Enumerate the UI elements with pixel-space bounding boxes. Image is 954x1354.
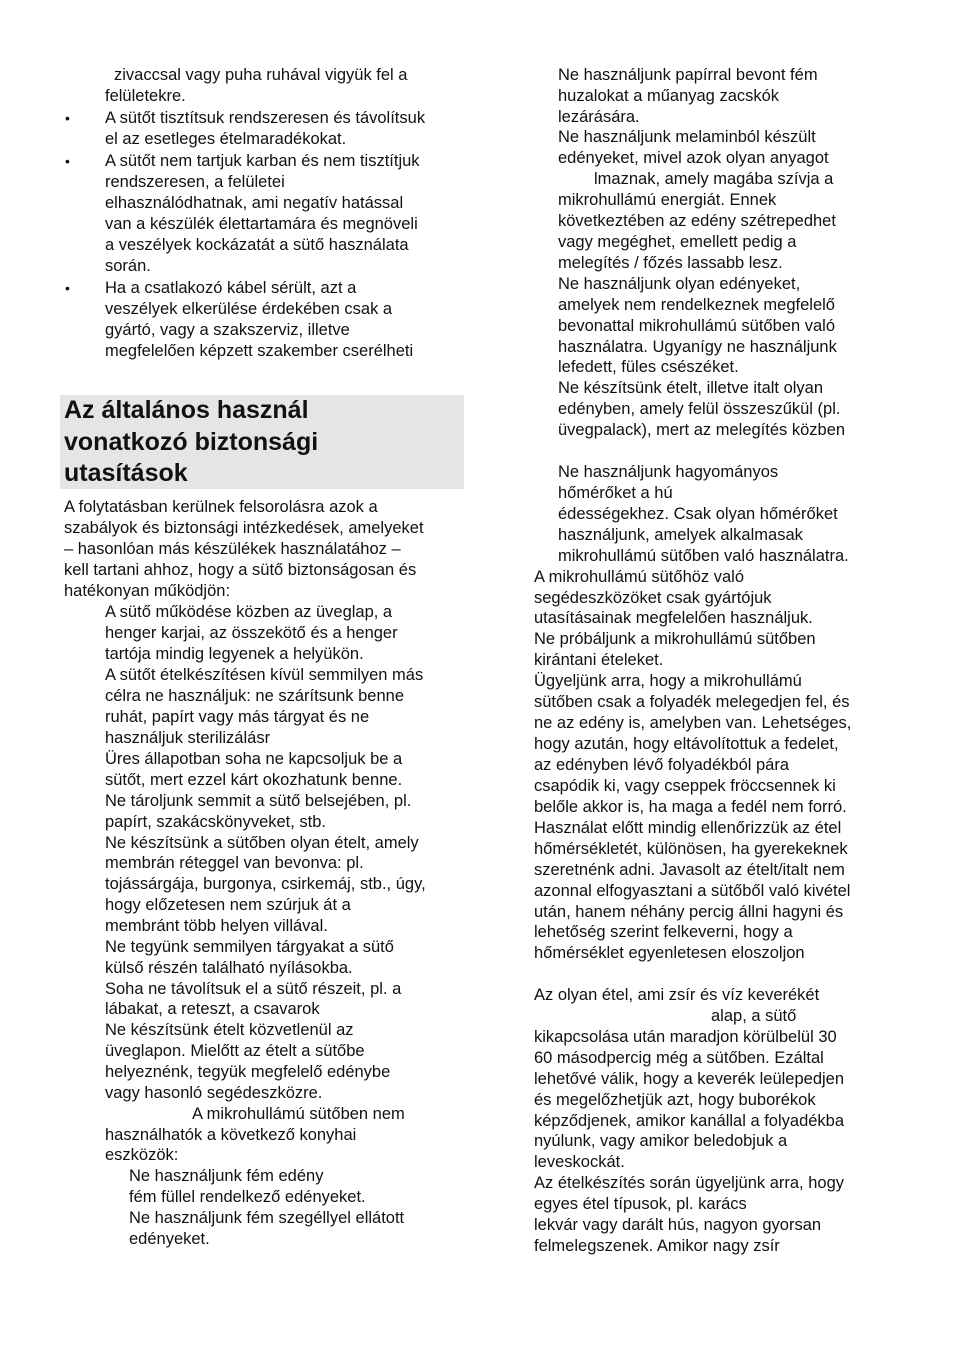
bullet-line: A sütőt nem tartjuk karban és nem tisztítjuk xyxy=(105,152,420,170)
paragraph-line: Az olyan étel, ami zsír és víz keverékét xyxy=(534,986,820,1004)
paragraph-line: Ne próbáljunk a mikrohullámú sütőben xyxy=(534,630,816,648)
rule-line: huzalokat a műanyag zacskók xyxy=(558,87,780,105)
paragraph-line: hogy azután, hogy eltávolítottuk a fedelet, xyxy=(534,735,839,753)
paragraph-line: utasításainak megfelelően használjuk. xyxy=(534,609,813,627)
rule-line: Ne használjunk papírral bevont fém xyxy=(558,66,818,84)
rule-line: Ne készítsünk ételt, illetve italt olyan xyxy=(558,379,824,397)
rule-line: helyeznénk, tegyük megfelelő edénybe xyxy=(105,1063,391,1081)
rule-line: használjuk sterilizálásr xyxy=(105,729,271,747)
paragraph-line: kikapcsolása után maradjon körülbelül 30 xyxy=(534,1028,837,1046)
rule-line: lábakat, a reteszt, a csavarok xyxy=(105,1000,320,1018)
paragraph-line: után, hanem néhány percig állni hagyni és xyxy=(534,903,844,921)
bullet-icon: • xyxy=(65,110,70,126)
rule-line: amelyek nem rendelkeznek megfelelő xyxy=(558,296,835,314)
rule-line: A sütő működése közben az üveglap, a xyxy=(105,603,393,621)
sub-line: Ne használjunk fém edény xyxy=(129,1167,324,1185)
bullet-line: el az esetleges ételmaradékokat. xyxy=(105,130,347,148)
rule-line: membránt több helyen villával. xyxy=(105,917,328,935)
rule-line: bevonattal mikrohullámú sütőben való xyxy=(558,317,835,335)
paragraph-line: képződjenek, amikor kanállal a folyadékba xyxy=(534,1112,845,1130)
heading-line: Az általános használ xyxy=(64,396,309,424)
bullet-line: megfelelően képzett szakember cserélheti xyxy=(105,342,414,360)
rule-line: lezárására. xyxy=(558,108,640,126)
rule-line: vagy hasonló segédeszközre. xyxy=(105,1084,323,1102)
rule-line: célra ne használjuk: ne szárítsunk benne xyxy=(105,687,405,705)
paragraph-line: lekvár vagy darált hús, nagyon gyorsan xyxy=(534,1216,822,1234)
bullet-line: veszélyek elkerülése érdekében csak a xyxy=(105,300,393,318)
rule-line: használatra. Ugyanígy ne használjunk xyxy=(558,338,837,356)
sub-line: Ne használjunk fém szegéllyel ellátott xyxy=(129,1209,405,1227)
paragraph-line: hatékonyan működjön: xyxy=(64,582,231,600)
rule-line: üveglapon. Mielőtt az ételt a sütőbe xyxy=(105,1042,365,1060)
paragraph-line: segédeszközöket csak gyártójuk xyxy=(534,589,772,607)
bullet-line: elhasználódhatnak, ami negatív hatással xyxy=(105,194,404,212)
paragraph-line: A mikrohullámú sütőhöz való xyxy=(534,568,745,586)
rule-line: hogy előzetesen nem szúrjuk át a xyxy=(105,896,351,914)
paragraph-line: Az ételkészítés során ügyeljünk arra, hogy xyxy=(534,1174,844,1192)
bullet-line: rendszeresen, a felületei xyxy=(105,173,285,191)
paragraph-line: szabályok és biztonsági intézkedések, amelyeket xyxy=(64,519,424,537)
bullet-line: gyártó, vagy a szakszerviz, illetve xyxy=(105,321,350,339)
rule-line: melegítés / főzés lassabb lesz. xyxy=(558,254,783,272)
heading-line: vonatkozó biztonsági xyxy=(64,428,319,456)
bullet-icon: • xyxy=(65,280,70,296)
bullet-line: során. xyxy=(105,257,151,275)
rule-line: használhatók a következő konyhai xyxy=(105,1126,357,1144)
sub-line: fém füllel rendelkező edényeket. xyxy=(129,1188,366,1206)
rule-line: membrán réteggel van bevonva: pl. xyxy=(105,854,364,872)
rule-line: A sütőt ételkészítésen kívül semmilyen más xyxy=(105,666,424,684)
rule-line: Soha ne távolítsuk el a sütő részeit, pl. a xyxy=(105,980,402,998)
intro-line: zivaccsal vagy puha ruhával vigyük fel a xyxy=(114,66,408,84)
bullet-line: van a készülék élettartamára és megnöveli xyxy=(105,215,418,233)
rule-line: henger karjai, az összekötő és a henger xyxy=(105,624,398,642)
rule-line: használjunk, amelyek alkalmasak xyxy=(558,526,803,544)
rule-line: edényben, amely felül összeszűkül (pl. xyxy=(558,400,841,418)
paragraph-line: A folytatásban kerülnek felsorolásra azok a xyxy=(64,498,378,516)
paragraph-line: Ügyeljünk arra, hogy a mikrohullámú xyxy=(534,672,802,690)
paragraph-line: ne az edény is, amelyben van. Lehetséges, xyxy=(534,714,852,732)
rule-line: külső részén található nyílásokba. xyxy=(105,959,353,977)
heading-line: utasítások xyxy=(64,459,188,487)
rule-line: lefedett, füles csészéket. xyxy=(558,358,739,376)
rule-line: Üres állapotban soha ne kapcsoljuk be a xyxy=(105,750,403,768)
rule-line: sütőt, mert ezzel kárt okozhatunk benne. xyxy=(105,771,403,789)
rule-line: tojássárgája, burgonya, csirkemáj, stb., úgy, xyxy=(105,875,426,893)
paragraph-line: azonnal elfogyasztani a sütőből való kivétel xyxy=(534,882,851,900)
rule-line: eszközök: xyxy=(105,1146,179,1164)
paragraph-line: kirántani ételeket. xyxy=(534,651,664,669)
paragraph-line: 60 másodpercig még a sütőben. Ezáltal xyxy=(534,1049,824,1067)
paragraph-line: leveskockát. xyxy=(534,1153,625,1171)
paragraph-line: és megelőzhetjük azt, hogy buborékok xyxy=(534,1091,816,1109)
rule-line: ruhát, papírt vagy más tárgyat és ne xyxy=(105,708,370,726)
paragraph-line: lehetővé válik, hogy a keverék leülepedjen xyxy=(534,1070,845,1088)
rule-line: üvegpalack), mert az melegítés közben xyxy=(558,421,846,439)
rule-line: édességekhez. Csak olyan hőmérőket xyxy=(558,505,838,523)
section-heading xyxy=(60,395,464,489)
paragraph-line: csapódik ki, vagy cseppek fröccsennek ki xyxy=(534,777,836,795)
rule-line: tartója mindig legyenek a helyükön. xyxy=(105,645,364,663)
rule-line: Ne használjunk hagyományos xyxy=(558,463,779,481)
bullet-line: Ha a csatlakozó kábel sérült, azt a xyxy=(105,279,357,297)
intro-line: felületekre. xyxy=(105,87,186,105)
bullet-line: a veszélyek kockázatát a sütő használata xyxy=(105,236,409,254)
paragraph-line: kell tartani ahhoz, hogy a sütő biztonságosan és xyxy=(64,561,417,579)
paragraph-line: az edényben lévő folyadékból pára xyxy=(534,756,790,774)
paragraph-line: – hasonlóan más készülékek használatához – xyxy=(64,540,401,558)
paragraph-line: belőle akkor is, ha maga a fedél nem forró. xyxy=(534,798,847,816)
rule-line: edényeket, mivel azok olyan anyagot xyxy=(558,149,829,167)
paragraph-line: sütőben csak a folyadék melegedjen fel, és xyxy=(534,693,850,711)
rule-line: hőmérőket a hú xyxy=(558,484,673,502)
rule-line: Ne készítsünk ételt közvetlenül az xyxy=(105,1021,354,1039)
paragraph-line: felmelegszenek. Amikor nagy zsír xyxy=(534,1237,780,1255)
rule-line: papírt, szakácskönyveket, stb. xyxy=(105,813,327,831)
indented-line: alap, a sütő xyxy=(711,1007,797,1025)
paragraph-line: egyes étel típusok, pl. karács xyxy=(534,1195,747,1213)
rule-line: Ne használjunk melaminból készült xyxy=(558,128,816,146)
paragraph-line: hőmérsékletét, különösen, ha gyerekeknek xyxy=(534,840,848,858)
paragraph-line: szeretnénk adni. Javasolt az ételt/italt nem xyxy=(534,861,845,879)
rule-line: mikrohullámú energiát. Ennek xyxy=(558,191,777,209)
sub-line: edényeket. xyxy=(129,1230,210,1248)
rule-line: vagy megéghet, emellett pedig a xyxy=(558,233,797,251)
rule-line: Ne használjunk olyan edényeket, xyxy=(558,275,801,293)
paragraph-line: hőmérséklet egyenletesen eloszoljon xyxy=(534,944,805,962)
indented-line: lmaznak, amely magába szívja a xyxy=(594,170,834,188)
rule-line: következtében az edény szétrepedhet xyxy=(558,212,836,230)
rule-line: Ne készítsünk a sütőben olyan ételt, amely xyxy=(105,834,419,852)
rule-line: Ne tegyünk semmilyen tárgyakat a sütő xyxy=(105,938,394,956)
paragraph-line: nyúlunk, vagy amikor beledobjuk a xyxy=(534,1132,788,1150)
rule-line: mikrohullámú sütőben való használatra. xyxy=(558,547,849,565)
paragraph-line: Használat előtt mindig ellenőrizzük az étel xyxy=(534,819,842,837)
paragraph-line: lehetőség szerint felkeverni, hogy a xyxy=(534,923,793,941)
bullet-line: A sütőt tisztítsuk rendszeresen és távolítsuk xyxy=(105,109,426,127)
bullet-icon: • xyxy=(65,153,70,169)
indented-line: A mikrohullámú sütőben nem xyxy=(192,1105,405,1123)
rule-line: Ne tároljunk semmit a sütő belsejében, pl. xyxy=(105,792,412,810)
